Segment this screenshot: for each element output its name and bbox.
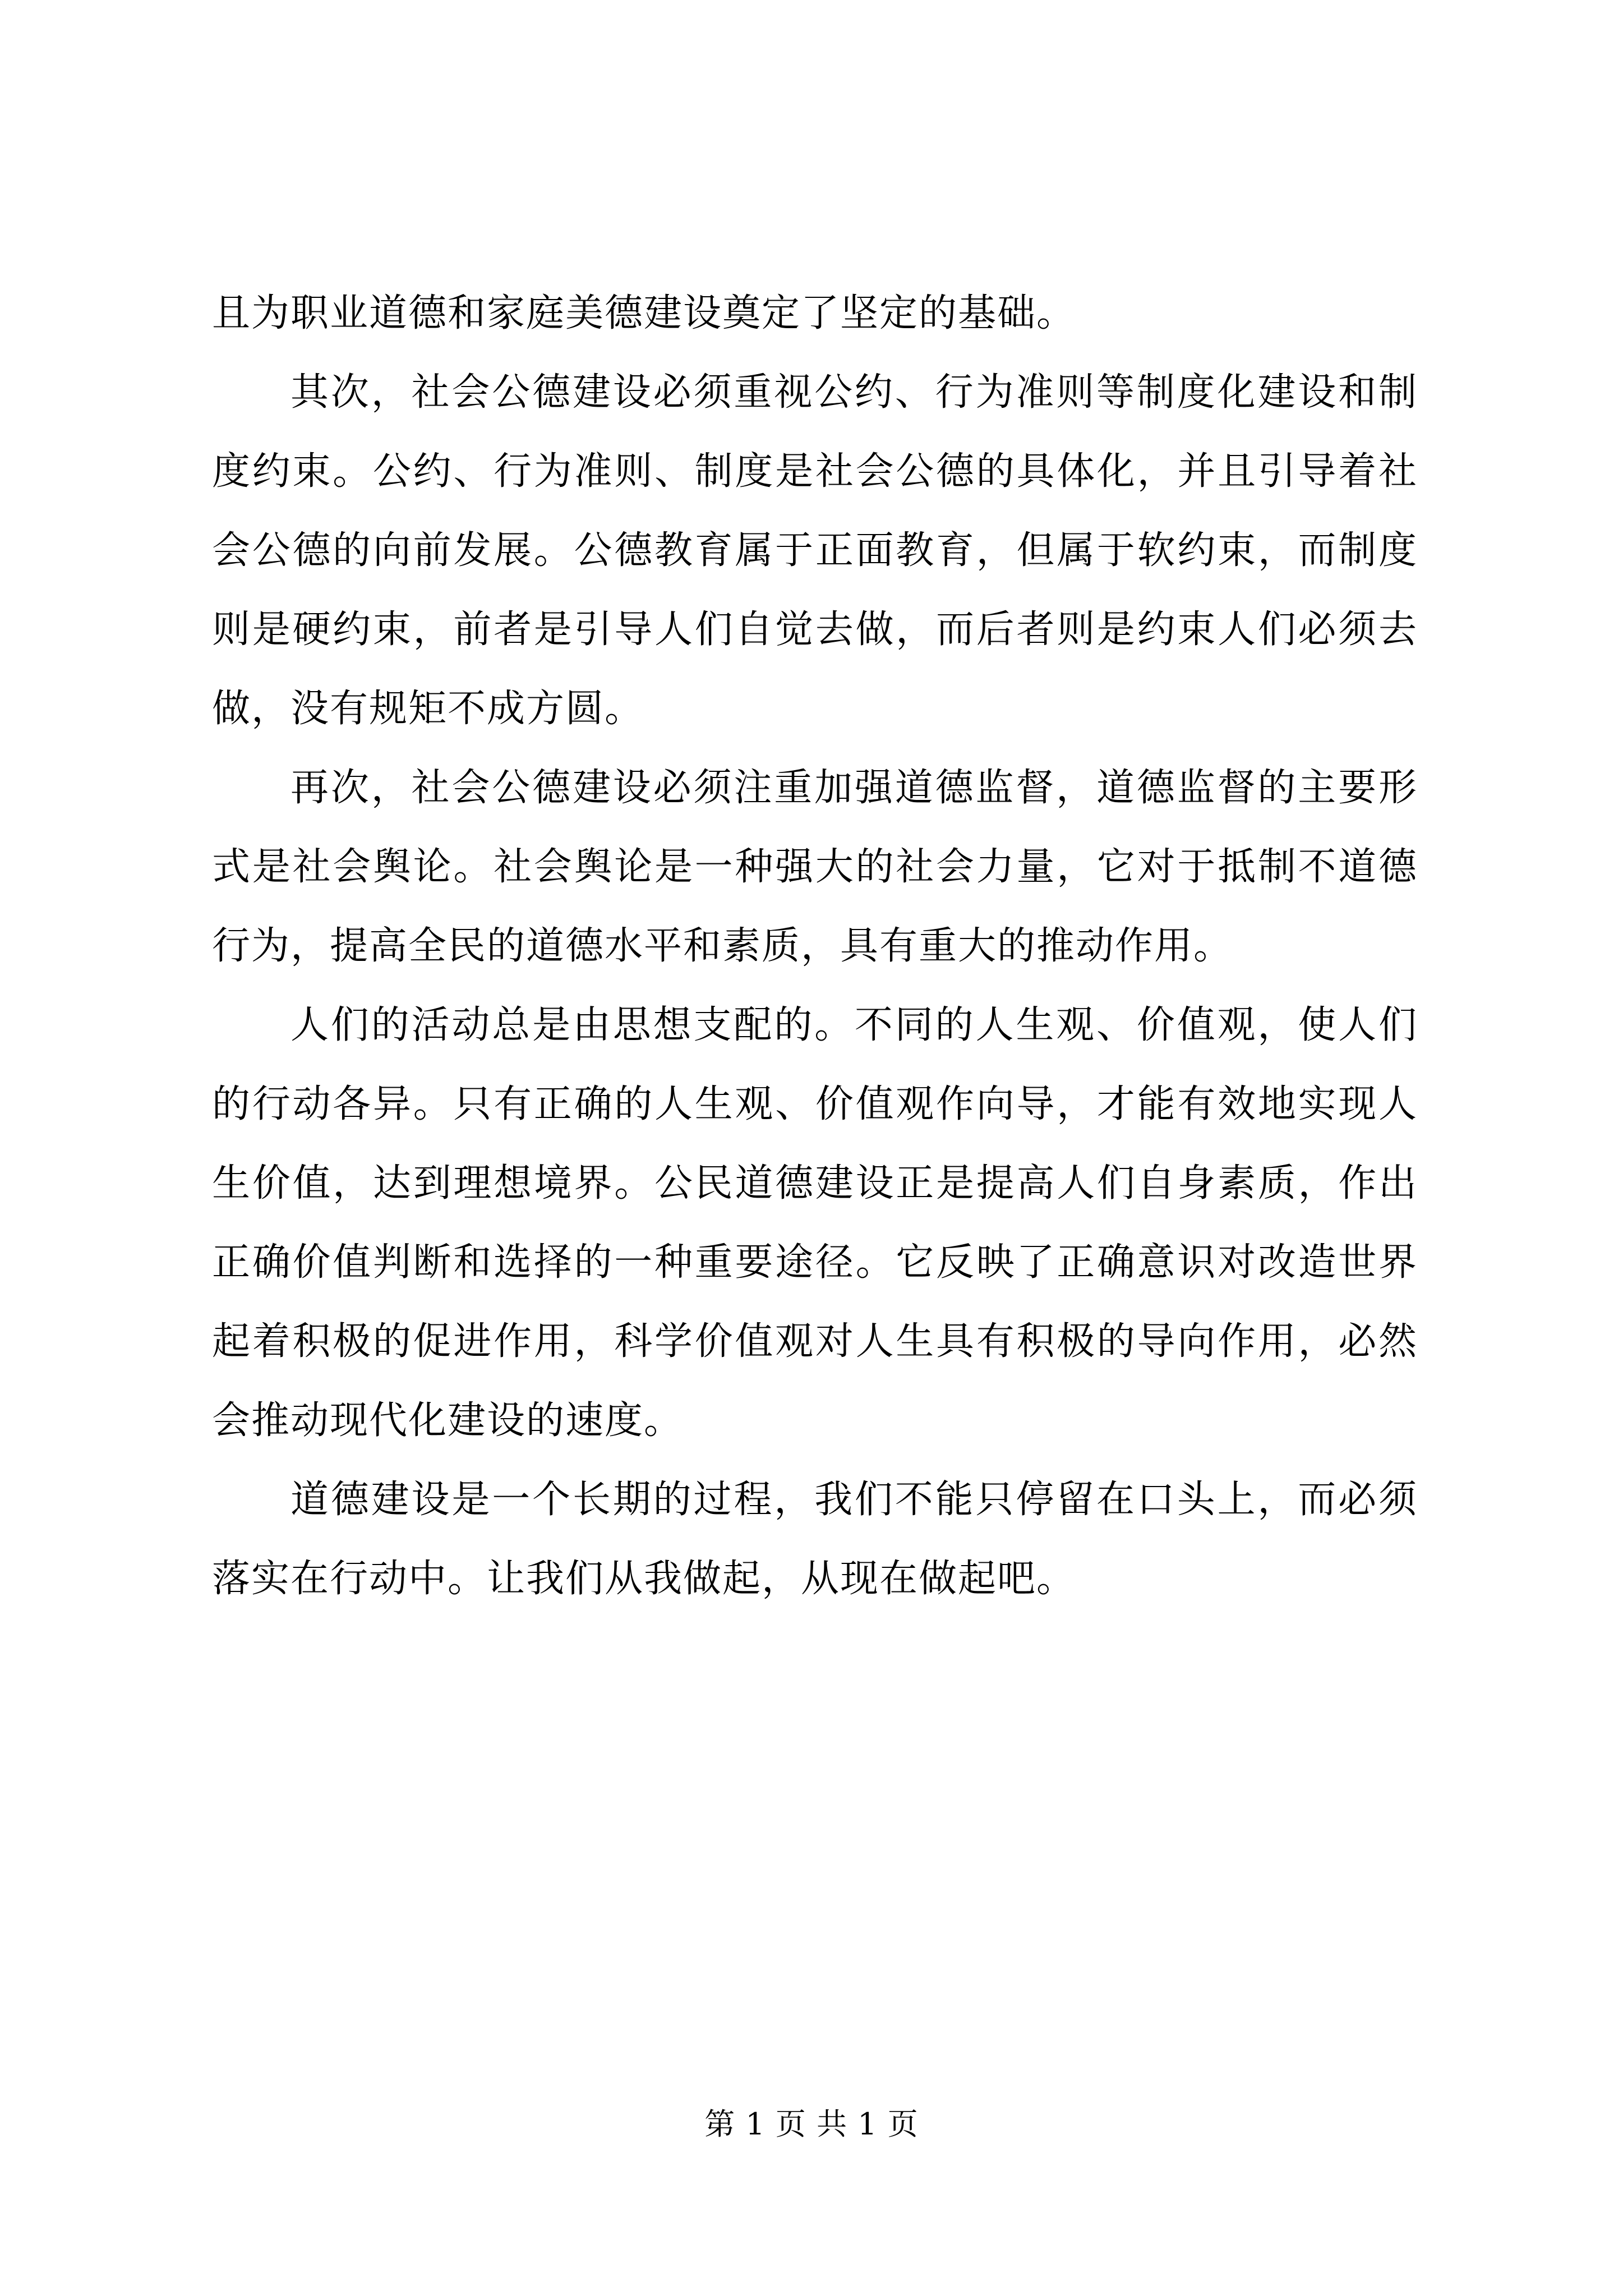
paragraph-conclusion: 道德建设是一个长期的过程，我们不能只停留在口头上，而必须落实在行动中。让我们从我做起，从现在做起吧。 xyxy=(212,1478,1418,1601)
page-footer: 第 1 页 共 1 页 xyxy=(704,2106,919,2142)
paragraph-values: 人们的活动总是由思想支配的。不同的人生观、价值观，使人们的行动各异。只有正确的人生观、价值观作向导，才能有效地实现人生价值，达到理想境界。公民道德建设正是提高人们自身素质，作出正确价值判断和选择的一种重要途径。它反映了正确意识对改造世界起着积极的促进作用，科学价值观对人生具有积极的导向作用，必然会推动现代化建设的速度。 xyxy=(212,1003,1418,1443)
document-body xyxy=(212,274,1418,1618)
paragraph-second-point: 其次，社会公德建设必须重视公约、行为准则等制度化建设和制度约束。公约、行为准则、制度是社会公德的具体化，并且引导着社会公德的向前发展。公德教育属于正面教育，但属于软约束，而制度则是硬约束，前者是引导人们自觉去做，而后者则是约束人们必须去做，没有规矩不成方圆。 xyxy=(212,370,1418,731)
paragraph-continuation: 且为职业道德和家庭美德建设奠定了坚定的基础。 xyxy=(212,291,1076,335)
paragraph-third-point: 再次，社会公德建设必须注重加强道德监督，道德监督的主要形式是社会舆论。社会舆论是一种强大的社会力量，它对于抵制不道德行为，提高全民的道德水平和素质，具有重大的推动作用。 xyxy=(212,766,1418,968)
